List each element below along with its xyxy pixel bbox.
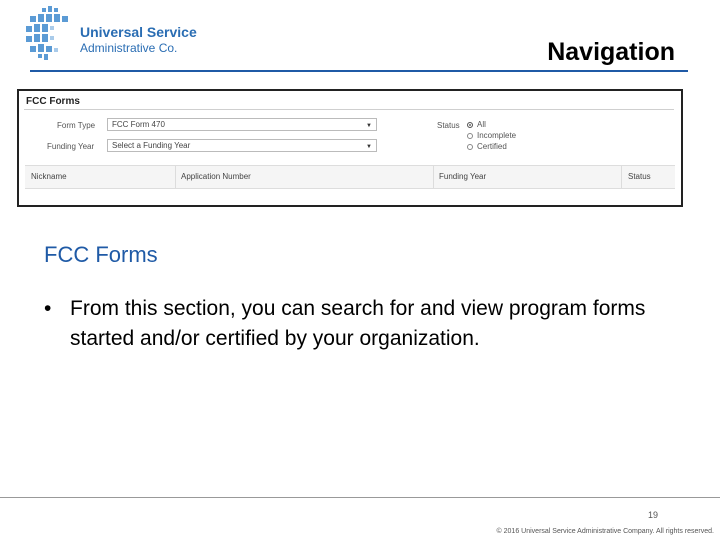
form-type-value: FCC Form 470 xyxy=(112,120,165,129)
usac-logo xyxy=(24,6,197,62)
form-type-select[interactable] xyxy=(107,118,377,131)
panel-divider xyxy=(24,109,674,110)
status-radio-certified[interactable] xyxy=(467,142,507,151)
footer-divider xyxy=(0,497,720,498)
title-divider xyxy=(30,70,688,72)
column-header-nickname[interactable]: Nickname xyxy=(31,172,67,181)
bullet-icon: • xyxy=(44,297,52,320)
column-header-application-number[interactable]: Application Number xyxy=(181,172,251,181)
funding-year-select[interactable] xyxy=(107,139,377,152)
column-header-funding-year[interactable]: Funding Year xyxy=(439,172,487,181)
column-divider xyxy=(175,166,176,188)
results-table-header xyxy=(25,165,675,189)
status-option-label: Certified xyxy=(477,142,507,151)
section-heading: FCC Forms xyxy=(44,242,158,267)
bullet-text: From this section, you can search for and view program forms started and/or certified by your organization. xyxy=(70,297,646,350)
panel-title: FCC Forms xyxy=(26,96,80,107)
form-type-label: Form Type xyxy=(57,121,96,130)
chevron-down-icon: ▼ xyxy=(366,144,372,150)
page-number: 19 xyxy=(647,510,658,520)
status-option-label: All xyxy=(477,120,486,129)
status-radio-all[interactable] xyxy=(467,120,486,129)
logo-line-2: Administrative Co. xyxy=(80,41,178,55)
logo-line-1: Universal Service xyxy=(80,24,197,40)
fcc-forms-panel-screenshot xyxy=(17,89,683,207)
funding-year-value: Select a Funding Year xyxy=(112,141,191,150)
radio-selected-icon xyxy=(467,122,473,128)
funding-year-label: Funding Year xyxy=(47,142,95,151)
status-label: Status xyxy=(437,121,460,130)
status-option-label: Incomplete xyxy=(477,131,517,140)
column-divider xyxy=(433,166,434,188)
chevron-down-icon: ▼ xyxy=(366,123,372,129)
bullet-point xyxy=(44,294,684,354)
radio-icon xyxy=(467,144,473,150)
column-divider xyxy=(621,166,622,188)
radio-icon xyxy=(467,133,473,139)
usac-logo-mark-icon xyxy=(24,6,74,62)
status-radio-incomplete[interactable] xyxy=(467,131,516,140)
column-header-status[interactable]: Status xyxy=(628,172,651,181)
copyright-notice: © 2016 Universal Service Administrative Company. All rights reserved. xyxy=(496,528,714,535)
slide-title: Navigation xyxy=(547,38,675,66)
